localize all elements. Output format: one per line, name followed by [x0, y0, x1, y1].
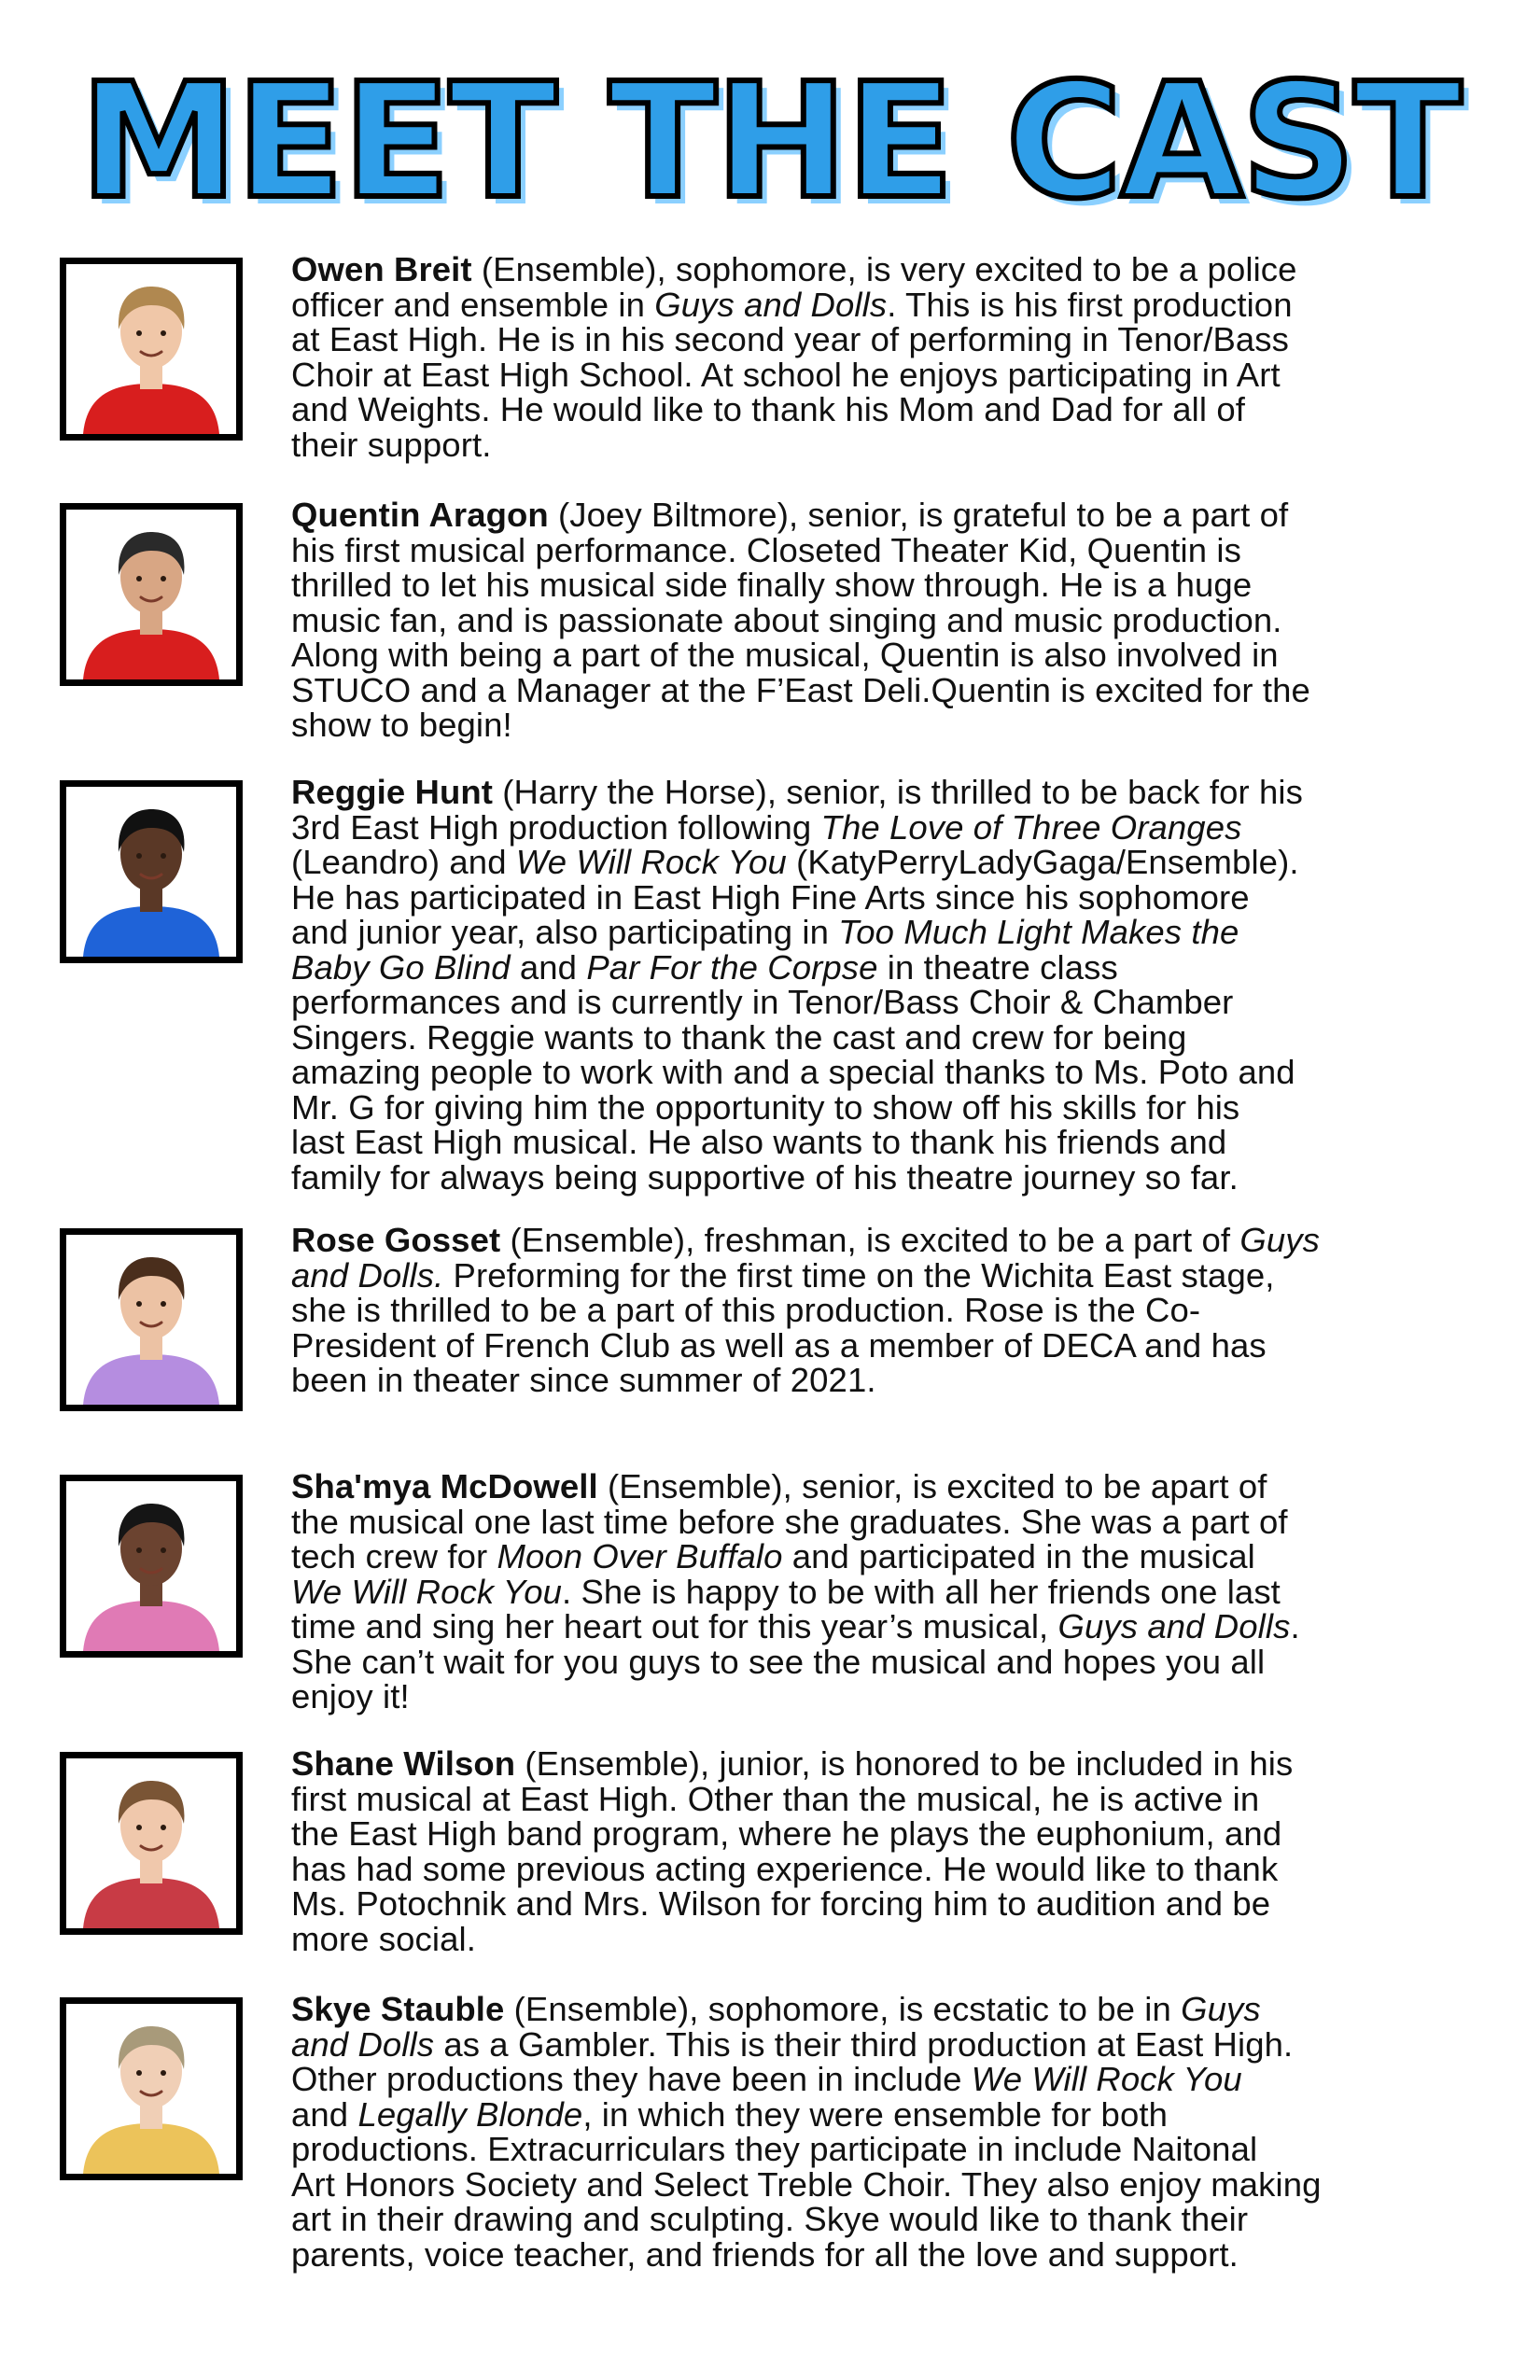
bio-line [291, 600, 1477, 639]
bio-line [291, 947, 1477, 987]
bio-line [291, 670, 1477, 709]
bio-text: (Joey Biltmore), senior, is grateful to be a part of [548, 496, 1289, 534]
bio-text: Choir at East High School. At school he enjoys participating in Art [291, 355, 1281, 394]
bio-text: (Ensemble), sophomore, is ecstatic to be in [504, 1990, 1182, 2028]
cast-bio [291, 497, 1477, 743]
bio-line [291, 985, 1477, 1020]
bio-text: last East High musical. He also wants to thank his friends and [291, 1123, 1227, 1161]
bio-text: Other productions they have been in include [291, 2060, 972, 2098]
cast-photo [60, 503, 243, 686]
bio-text: parents, voice teacher, and friends for all the love and support. [291, 2234, 1239, 2274]
bio-text: Art Honors Society and Select Treble Choir. They also enjoy making [291, 2164, 1322, 2204]
bio-text: and [291, 2094, 358, 2134]
bio-line [291, 1469, 1477, 1505]
bio-text: . [1290, 1607, 1300, 1645]
bio-text: their support. [291, 425, 492, 464]
bio-text: Guys and Dolls [1057, 1607, 1291, 1645]
bio-text: tech crew for [291, 1537, 497, 1575]
bio-text: music fan, and is passionate about singing and music production. [291, 600, 1282, 639]
bio-text: and [510, 947, 587, 987]
cast-bio [291, 1223, 1477, 1398]
bio-text: Legally Blonde [357, 2094, 583, 2134]
bio-text: (Ensemble), junior, is honored to be included in his [515, 1744, 1294, 1783]
bio-line [291, 1849, 1477, 1888]
bio-text: she is thrilled to be a part of this production. Rose is the Co- [291, 1291, 1201, 1329]
bio-line [291, 392, 1477, 427]
bio-text: and Weights. He would like to thank his Mom and Dad for all of [291, 390, 1245, 428]
bio-line [291, 807, 1477, 847]
bio-text: Along with being a part of the musical, Quentin is also involved in [291, 636, 1279, 674]
bio-text: STUCO and a Manager at the F’East Deli.Quentin is excited for the [291, 670, 1310, 709]
bio-text: (Ensemble), freshman, is excited to be a part of [500, 1221, 1240, 1259]
headshot-image [66, 1481, 236, 1651]
bio-line [291, 1642, 1477, 1681]
bio-line [291, 877, 1477, 917]
bio-line [291, 427, 1477, 463]
bio-text: The Love of Three Oranges [820, 807, 1242, 847]
bio-text: . She is happy to be with all her friends one last [562, 1572, 1281, 1611]
bio-text: performances and is currently in Tenor/Bass Choir & Chamber [291, 983, 1234, 1021]
bio-text: been in theater since summer of 2021. [291, 1361, 876, 1399]
bio-line [291, 1293, 1477, 1328]
bio-line [291, 497, 1477, 533]
bio-text: He has participated in East High Fine Arts since his sophomore [291, 877, 1250, 917]
cast-bio [291, 1469, 1477, 1715]
bio-text: family for always being supportive of his theatre journey so far. [291, 1157, 1239, 1197]
bio-text: the musical one last time before she graduates. She was a part of [291, 1502, 1288, 1541]
headshot-image [66, 1758, 236, 1928]
bio-line [291, 1539, 1477, 1575]
bio-line [291, 1125, 1477, 1160]
bio-text: Singers. Reggie wants to thank the cast and crew for being [291, 1017, 1187, 1057]
bio-text: Ms. Potochnik and Mrs. Wilson for forcing him to audition and be [291, 1884, 1271, 1923]
bio-text: We Will Rock You [971, 2060, 1242, 2098]
bio-text: and junior year, also participating in [291, 913, 839, 951]
bio-line [291, 637, 1477, 673]
bio-line [291, 2234, 1477, 2274]
bio-text: We Will Rock You [515, 843, 787, 881]
bio-text: time and sing her heart out for this year’s musical, [291, 1607, 1058, 1645]
cast-photo [60, 1752, 243, 1935]
cast-name: Skye Stauble [291, 1990, 505, 2028]
bio-text: the East High band program, where he plays the euphonium, and [291, 1814, 1282, 1853]
bio-text: (KatyPerryLadyGaga/Ensemble). [786, 843, 1299, 881]
bio-line [291, 845, 1477, 880]
cast-bio [291, 775, 1477, 1195]
bio-line [291, 1255, 1477, 1295]
bio-text: more social. [291, 1919, 476, 1958]
bio-line [291, 2024, 1477, 2064]
cast-name: Owen Breit [291, 250, 472, 288]
bio-text: Too Much Light Makes the [838, 913, 1239, 951]
bio-line [291, 1886, 1477, 1922]
bio-text: has had some previous acting experience. He would like to thank [291, 1849, 1279, 1888]
bio-line [291, 1919, 1477, 1958]
bio-text: amazing people to work with and a special thanks to Ms. Poto and [291, 1053, 1295, 1091]
bio-text: thrilled to let his musical side finally show through. He is a huge [291, 566, 1253, 604]
cast-name: Rose Gosset [291, 1221, 501, 1259]
bio-text: his first musical performance. Closeted Theater Kid, Quentin is [291, 530, 1241, 569]
bio-line [291, 1746, 1477, 1782]
bio-line [291, 1223, 1477, 1258]
bio-text: officer and ensemble in [291, 285, 655, 324]
bio-line [291, 1572, 1477, 1611]
bio-text: Guys [1181, 1990, 1261, 2028]
bio-line [291, 1087, 1477, 1127]
bio-line [291, 2164, 1477, 2204]
bio-line [291, 1779, 1477, 1818]
bio-text: show to begin! [291, 706, 512, 744]
bio-line [291, 2094, 1477, 2134]
bio-text: Guys [1239, 1221, 1320, 1259]
bio-text: Baby Go Blind [291, 947, 511, 987]
bio-text: first musical at East High. Other than the musical, he is active in [291, 1779, 1260, 1818]
bio-line [291, 567, 1477, 603]
cast-photo [60, 1228, 243, 1411]
bio-text: Moon Over Buffalo [497, 1537, 783, 1575]
bio-text: . This is his first production [887, 285, 1293, 324]
bio-text: She can’t wait for you guys to see the musical and hopes you all [291, 1642, 1266, 1681]
bio-text: , in which they were ensemble for both [582, 2094, 1168, 2134]
cast-name: Shane Wilson [291, 1744, 516, 1783]
bio-line [291, 322, 1477, 357]
bio-text: and participated in the musical [782, 1537, 1255, 1575]
bio-text: We Will Rock You [291, 1572, 562, 1611]
bio-text: and Dolls [291, 2024, 435, 2064]
bio-line [291, 915, 1477, 950]
cast-bio [291, 252, 1477, 462]
bio-line [291, 1325, 1477, 1365]
headshot-image [66, 2004, 236, 2174]
page-title: MEET THE CAST [79, 49, 1461, 234]
bio-text: Par For the Corpse [586, 947, 878, 987]
bio-text: Guys and Dolls [654, 285, 888, 324]
bio-text: President of French Club as well as a member of DECA and has [291, 1325, 1267, 1365]
bio-text: as a Gambler. This is their third production at East High. [434, 2024, 1294, 2064]
bio-line [291, 2062, 1477, 2097]
cast-name: Sha'mya McDowell [291, 1467, 598, 1505]
bio-text: at East High. He is in his second year of performing in Tenor/Bass [291, 320, 1290, 358]
bio-line [291, 287, 1477, 323]
bio-line [291, 707, 1477, 743]
cast-name: Reggie Hunt [291, 773, 494, 811]
bio-text: (Ensemble), senior, is excited to be apart of [597, 1467, 1267, 1505]
bio-text: 3rd East High production following [291, 807, 821, 847]
bio-text: (Ensemble), sophomore, is very excited to be a police [471, 250, 1297, 288]
bio-text: in theatre class [877, 947, 1118, 987]
bio-line [291, 1157, 1477, 1197]
cast-name: Quentin Aragon [291, 496, 549, 534]
bio-text: productions. Extracurriculars they participate in include Naitonal [291, 2130, 1258, 2168]
cast-bio [291, 1992, 1477, 2272]
bio-line [291, 357, 1477, 393]
headshot-image [66, 787, 236, 957]
bio-line [291, 1017, 1477, 1057]
bio-text: enjoy it! [291, 1677, 410, 1715]
bio-text: art in their drawing and sculpting. Skye would like to thank their [291, 2200, 1249, 2238]
bio-text: and Dolls. [291, 1255, 444, 1295]
bio-line [291, 530, 1477, 569]
cast-bio [291, 1746, 1477, 1956]
cast-photo [60, 258, 243, 441]
bio-line [291, 1363, 1477, 1398]
bio-text: (Leandro) and [291, 843, 516, 881]
bio-line [291, 1609, 1477, 1645]
bio-line [291, 1502, 1477, 1541]
bio-line [291, 2132, 1477, 2167]
bio-line [291, 252, 1477, 287]
bio-text: Preforming for the first time on the Wichita East stage, [443, 1255, 1275, 1295]
headshot-image [66, 1235, 236, 1405]
cast-photo [60, 780, 243, 963]
bio-line [291, 1816, 1477, 1852]
bio-line [291, 1679, 1477, 1715]
headshot-image [66, 510, 236, 679]
bio-line [291, 1992, 1477, 2027]
bio-text: Mr. G for giving him the opportunity to show off his skills for his [291, 1087, 1240, 1127]
bio-text: (Harry the Horse), senior, is thrilled to be back for his [493, 773, 1303, 811]
headshot-image [66, 264, 236, 434]
cast-photo [60, 1997, 243, 2180]
bio-line [291, 2202, 1477, 2237]
cast-photo [60, 1475, 243, 1658]
bio-line [291, 1055, 1477, 1090]
bio-line [291, 775, 1477, 810]
